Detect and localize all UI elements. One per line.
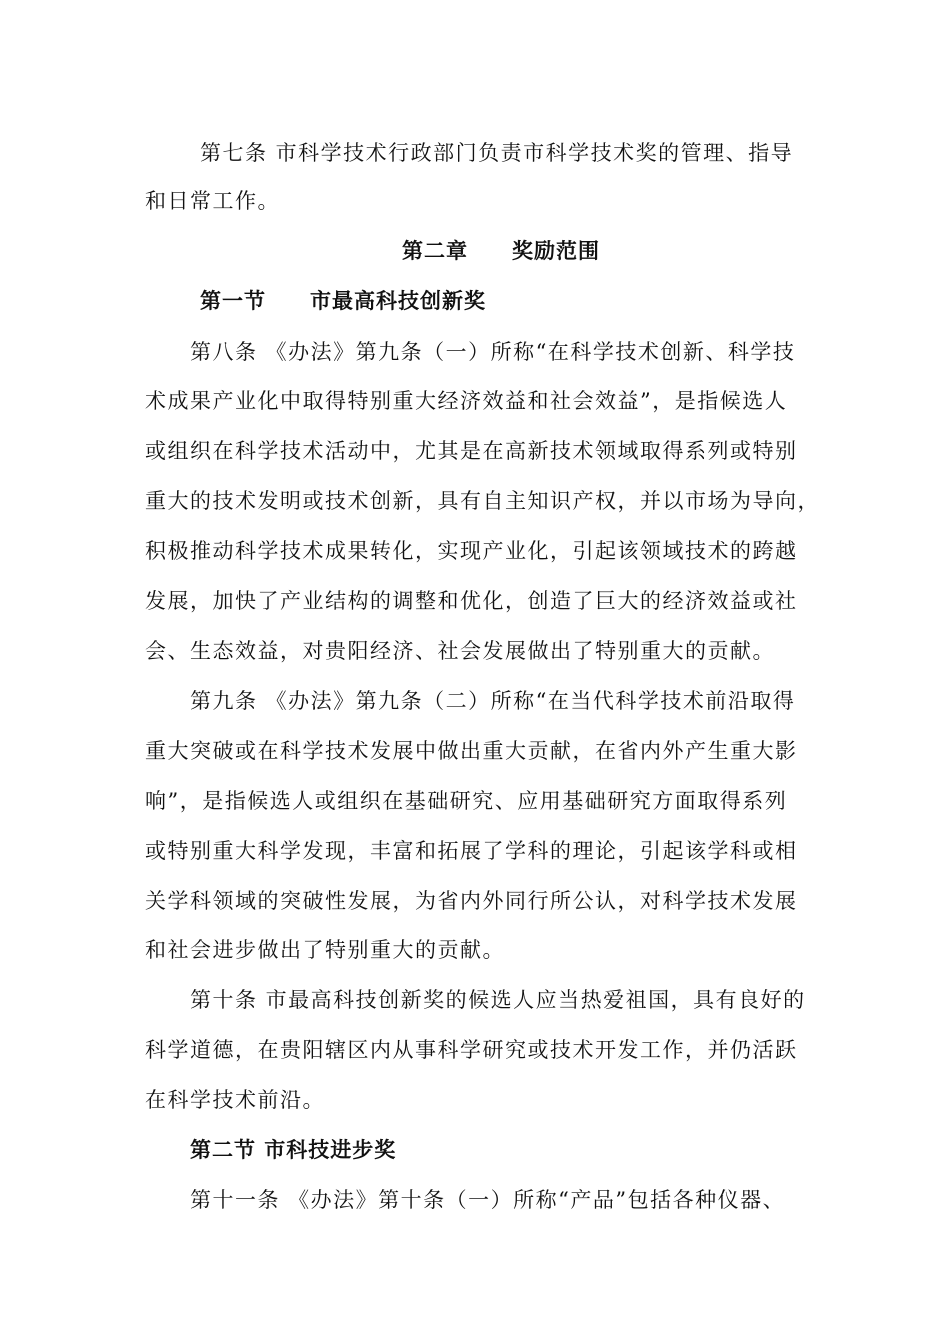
article-9-line-3: 响”，是指候选人或组织在基础研究、应用基础研究方面取得系列	[145, 789, 788, 813]
article-9-line-2: 重大突破或在科学技术发展中做出重大贡献，在省内外产生重大影	[145, 739, 798, 763]
article-9-line-1: 第九条 《办法》第九条（二）所称“在当代科学技术前沿取得	[190, 689, 796, 713]
section-1-heading: 第一节 市最高科技创新奖	[200, 289, 486, 313]
article-7-line-2: 和日常工作。	[145, 189, 280, 213]
article-8-line-6: 发展，加快了产业结构的调整和优化，创造了巨大的经济效益或社	[145, 589, 798, 613]
article-8-line-2: 术成果产业化中取得特别重大经济效益和社会效益”，是指候选人	[145, 389, 788, 413]
section-2-heading: 第二节 市科技进步奖	[190, 1138, 397, 1162]
article-8-line-3: 或组织在科学技术活动中，尤其是在高新技术领域取得系列或特别	[145, 439, 798, 463]
article-8-line-7: 会、生态效益，对贵阳经济、社会发展做出了特别重大的贡献。	[145, 639, 775, 663]
article-10-line-2: 科学道德，在贵阳辖区内从事科学研究或技术开发工作，并仍活跃	[145, 1038, 798, 1062]
article-8-line-5: 积极推动科学技术成果转化，实现产业化，引起该领域技术的跨越	[145, 539, 798, 563]
article-8-line-4: 重大的技术发明或技术创新，具有自主知识产权，并以市场为导向，	[145, 489, 820, 513]
article-9-line-5: 关学科领域的突破性发展，为省内外同行所公认，对科学技术发展	[145, 889, 798, 913]
article-8-line-1: 第八条 《办法》第九条（一）所称“在科学技术创新、科学技	[190, 340, 796, 364]
article-10-line-3: 在科学技术前沿。	[145, 1088, 325, 1112]
article-7-line-1: 第七条 市科学技术行政部门负责市科学技术奖的管理、指导	[200, 141, 794, 165]
article-9-line-4: 或特别重大科学发现，丰富和拓展了学科的理论，引起该学科或相	[145, 839, 798, 863]
article-10-line-1: 第十条 市最高科技创新奖的候选人应当热爱祖国，具有良好的	[190, 988, 806, 1012]
article-11-line-1: 第十一条 《办法》第十条（一）所称“产品”包括各种仪器、	[190, 1188, 786, 1212]
chapter-heading: 第二章 奖励范围	[402, 239, 600, 263]
article-9-line-6: 和社会进步做出了特别重大的贡献。	[145, 938, 505, 962]
